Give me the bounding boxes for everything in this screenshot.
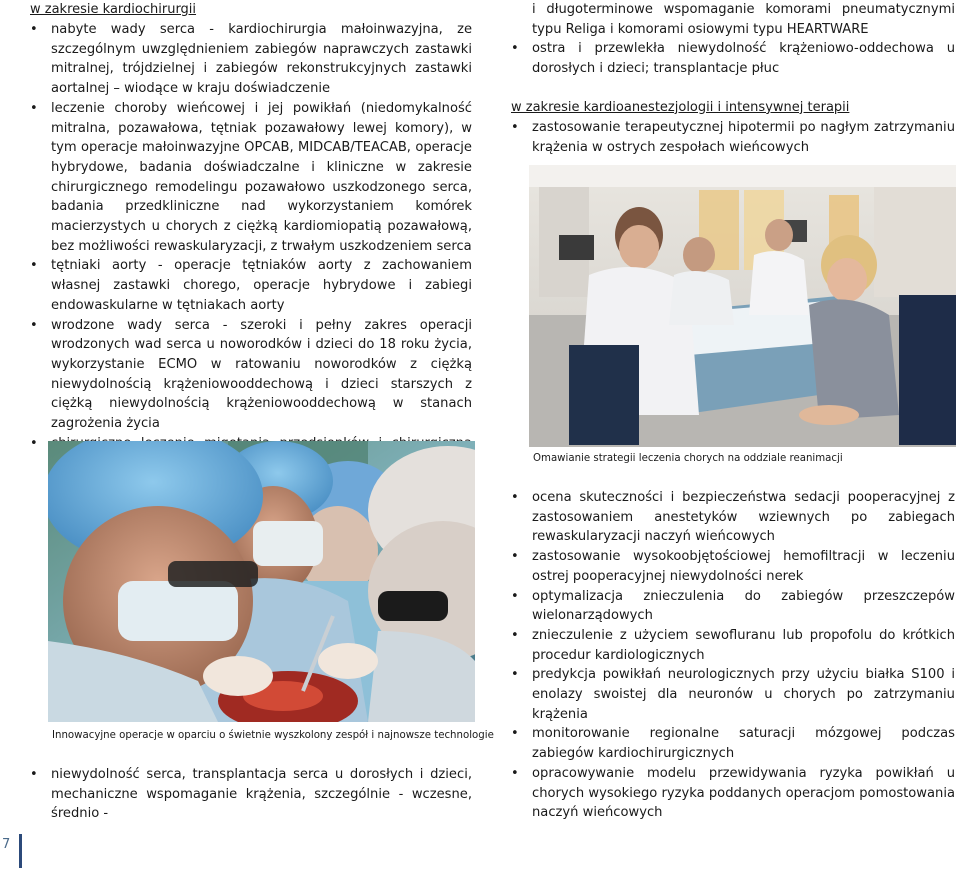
page-number-rule	[19, 834, 22, 868]
list-item: • optymalizacja znieczulenia do zabiegów przeszczepów wielonarządowych	[511, 587, 955, 626]
list-item: • zastosowanie terapeutycznej hipotermii po nagłym zatrzymaniu krążenia w ostrych zespołach wieńcowych	[511, 118, 955, 157]
list-item: • nabyte wady serca - kardiochirurgia małoinwazyjna, ze szczególnym uwzględnieniem zabiegów naprawczych zastawki mitralnej, trójdzielnej i zabiegów rekonstrukcyjnych zastawki aortalnej – wiodące w kraju doświadczenie	[30, 20, 472, 99]
surgery-photo-caption: Innowacyjne operacje w oparciu o świetnie wyszkolony zespół i najnowsze technologie	[52, 730, 494, 741]
section-heading-anesthesiology: w zakresie kardioanestezjologii i intensywnej terapii	[511, 99, 850, 115]
list-item: • monitorowanie regionalne saturacji mózgowej podczas zabiegów kardiochirurgicznych	[511, 724, 955, 763]
page-number: 7	[2, 837, 11, 852]
list-item: • niewydolność serca, transplantacja serca u dorosłych i dzieci, mechaniczne wspomaganie krążenia, szczególnie - wczesne, średnio -	[30, 765, 472, 824]
list-item: • predykcja powikłań neurologicznych przy użyciu białka S100 i enolazy swoistej dla neuronów u chorych po zatrzymaniu krążenia	[511, 665, 955, 724]
list-item: • znieczulenie z użyciem sewofluranu lub propofolu do krótkich procedur kardiologicznych	[511, 626, 955, 665]
anesthesiology-research-list	[511, 488, 955, 823]
list-item-continued: i długoterminowe wspomaganie komorami pneumatycznymi typu Religa i komorami osiowymi typu HEARTWARE	[532, 2, 955, 37]
right-column-bottom	[511, 488, 955, 823]
list-item: • tętniaki aorty - operacje tętniaków aorty z zachowaniem własnej zastawki chorego, operacje hybrydowe i zabiegi endowaskularne w tętniakach aorty	[30, 256, 472, 315]
icu-photo	[529, 165, 956, 447]
surgery-photo	[48, 441, 475, 722]
right-column	[511, 0, 955, 157]
list-item: • opracowywanie modelu przewidywania ryzyka powikłań u chorych wysokiego ryzyka poddanych operacjom pomostowania naczyń wieńcowych	[511, 764, 955, 823]
continued-list	[511, 0, 955, 79]
icu-photo-caption: Omawianie strategii leczenia chorych na oddziale reanimacji	[533, 453, 843, 464]
anesthesiology-list	[511, 118, 955, 157]
left-column	[30, 0, 472, 473]
section-heading-cardiac-surgery: w zakresie kardiochirurgii	[30, 2, 197, 17]
list-item: • ocena skuteczności i bezpieczeństwa sedacji pooperacyjnej z zastosowaniem anestetyków wziewnych po zabiegach rewaskularyzacji naczyń wieńcowych	[511, 488, 955, 547]
cardiac-surgery-list	[30, 20, 472, 473]
heart-failure-list	[30, 765, 472, 824]
list-item: • ostra i przewlekła niewydolność krążeniowo-oddechowa u dorosłych i dzieci; transplantacje płuc	[511, 39, 955, 78]
list-item: • leczenie choroby wieńcowej i jej powikłań (niedomykalność mitralna, pozawałowa, tętniak pozawałowy lewej komory), w tym operacje małoinwazyjne OPCAB, MIDCAB/TEACAB, operacje hybrydowe, badania doświadczalne i kliniczne w zakresie chirurgicznego remodelingu pozawałowo uszkodzonego serca, badania przedkliniczne nad wykorzystaniem komórek macierzystych u chorych z ciężką kardiomiopatią pozawałową, bez możliwości rewaskularyzacji, z trwałym uszkodzeniem serca	[30, 99, 472, 257]
left-column-bottom	[30, 765, 472, 824]
list-item: • zastosowanie wysokoobjętościowej hemofiltracji w leczeniu ostrej pooperacyjnej niewydolności nerek	[511, 547, 955, 586]
list-item: • wrodzone wady serca - szeroki i pełny zakres operacji wrodzonych wad serca u noworodków i dzieci do 18 roku życia, wykorzystanie ECMO w ratowaniu noworodków z ciężką niewydolnością krążeniowooddechową i dzieci starszych z ciężką niewydolnością krążeniowooddechową w stanach zagrożenia życia	[30, 316, 472, 434]
